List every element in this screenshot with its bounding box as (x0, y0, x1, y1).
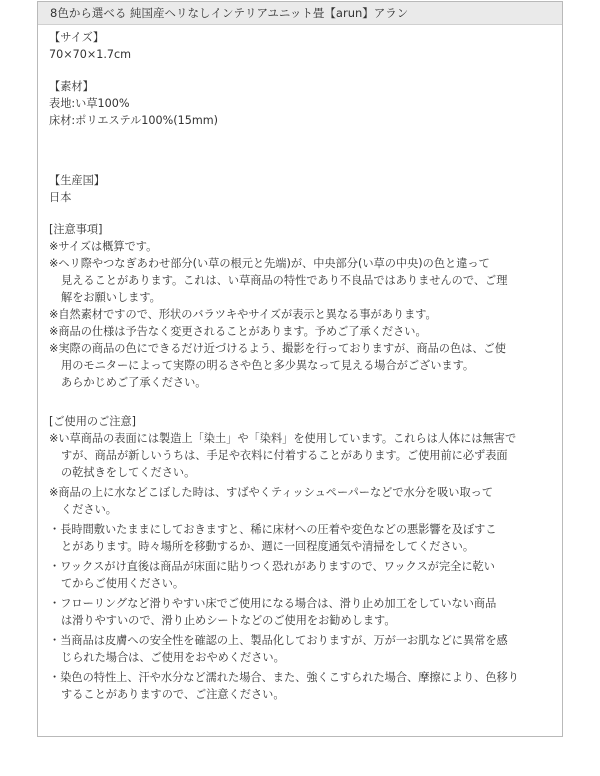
usage-item-line: すが、商品が新しいうちは、手足や衣料に付着することがあります。ご使用前に必ず表面 (61, 449, 508, 462)
size-value: 70×70×1.7cm (49, 48, 132, 61)
note-item (49, 340, 557, 391)
origin-value: 日本 (49, 191, 72, 204)
usage-item-line: ・長時間敷いたままにしておきますと、稀に床材への圧着や変色などの悪影響を及ぼすこ (49, 523, 497, 536)
usage-item (49, 595, 557, 629)
usage-item-line: ※商品の上に水などこぼした時は、すばやくティッシュペーパーなどで水分を吸い取って (49, 486, 494, 499)
material-line: 表地:い草100% (49, 97, 130, 110)
note-item-line: ※自然素材ですので、形状のバラツキやサイズが表示と異なる事があります。 (49, 308, 437, 321)
note-item-line: 解をお願いします。 (61, 291, 161, 304)
usage-item (49, 430, 557, 481)
usage-item-line: ・染色の特性上、汗や水分など濡れた場合、また、強くこすられた場合、摩擦により、色移り (49, 671, 519, 684)
product-details (49, 29, 557, 703)
note-item (49, 323, 557, 340)
note-item-line: 用のモニターによって実際の明るさや色と多少異なって見える場合がございます。 (61, 359, 475, 372)
notes-list (49, 238, 557, 391)
note-item (49, 306, 557, 323)
note-item (49, 238, 557, 255)
usage-item-line: とがあります。時々場所を移動するか、週に一回程度通気や清掃をしてください。 (61, 540, 475, 553)
note-item-line: ※ヘリ際やつなぎあわせ部分(い草の根元と先端)が、中央部分(い草の中央)の色と違って (49, 257, 490, 270)
usage-item-line: ・フローリングなど滑りやすい床でご使用になる場合は、滑り止め加工をしていない商品 (49, 597, 497, 610)
usage-item (49, 669, 557, 703)
note-item-line: ※商品の仕様は予告なく変更されることがあります。予めご了承ください。 (49, 325, 427, 338)
note-item-line: 見えることがあります。これは、い草商品の特性であり不良品ではありませんので、ご理 (61, 274, 508, 287)
usage-item-line: ・ワックスがけ直後は商品が床面に貼りつく恐れがありますので、ワックスが完全に乾い (49, 560, 495, 573)
usage-list (49, 430, 557, 703)
product-title: 8色から選べる 純国産ヘリなしインテリアユニット畳【arun】アラン (38, 2, 562, 25)
product-info-panel (37, 1, 563, 737)
note-item (49, 255, 557, 306)
usage-item-line: じられた場合は、ご使用をおやめください。 (61, 651, 285, 664)
size-heading: 【サイズ】 (49, 31, 105, 44)
usage-heading: [ご使用のご注意] (49, 415, 137, 428)
note-item-line: ※実際の商品の色にできるだけ近づけるよう、撮影を行っておりますが、商品の色は、ご使 (49, 342, 506, 355)
usage-item-line: ・当商品は皮膚への安全性を確認の上、製品化しておりますが、万が一お肌などに異常を感 (49, 634, 508, 647)
material-line: 床材:ポリエステル100%(15mm) (49, 114, 219, 127)
note-item-line: ※サイズは概算です。 (49, 240, 158, 253)
usage-item (49, 521, 557, 555)
usage-item-line: することがありますので、ご注意ください。 (61, 688, 285, 701)
usage-item-line: ※い草商品の表面には製造上「染土」や「染料」を使用しています。これらは人体には無害で (49, 432, 517, 445)
usage-item-line: ください。 (61, 503, 117, 516)
usage-item-line: の乾拭きをしてください。 (61, 466, 196, 479)
note-item-line: あらかじめご了承ください。 (61, 376, 207, 389)
usage-item-line: は滑りやすいので、滑り止めシートなどのご使用をお勧めします。 (61, 614, 396, 627)
material-heading: 【素材】 (49, 80, 94, 93)
origin-heading: 【生産国】 (49, 174, 105, 187)
usage-item (49, 632, 557, 666)
usage-item (49, 558, 557, 592)
notes-heading: [注意事項] (49, 223, 103, 236)
usage-item (49, 484, 557, 518)
usage-item-line: てからご使用ください。 (61, 577, 185, 590)
